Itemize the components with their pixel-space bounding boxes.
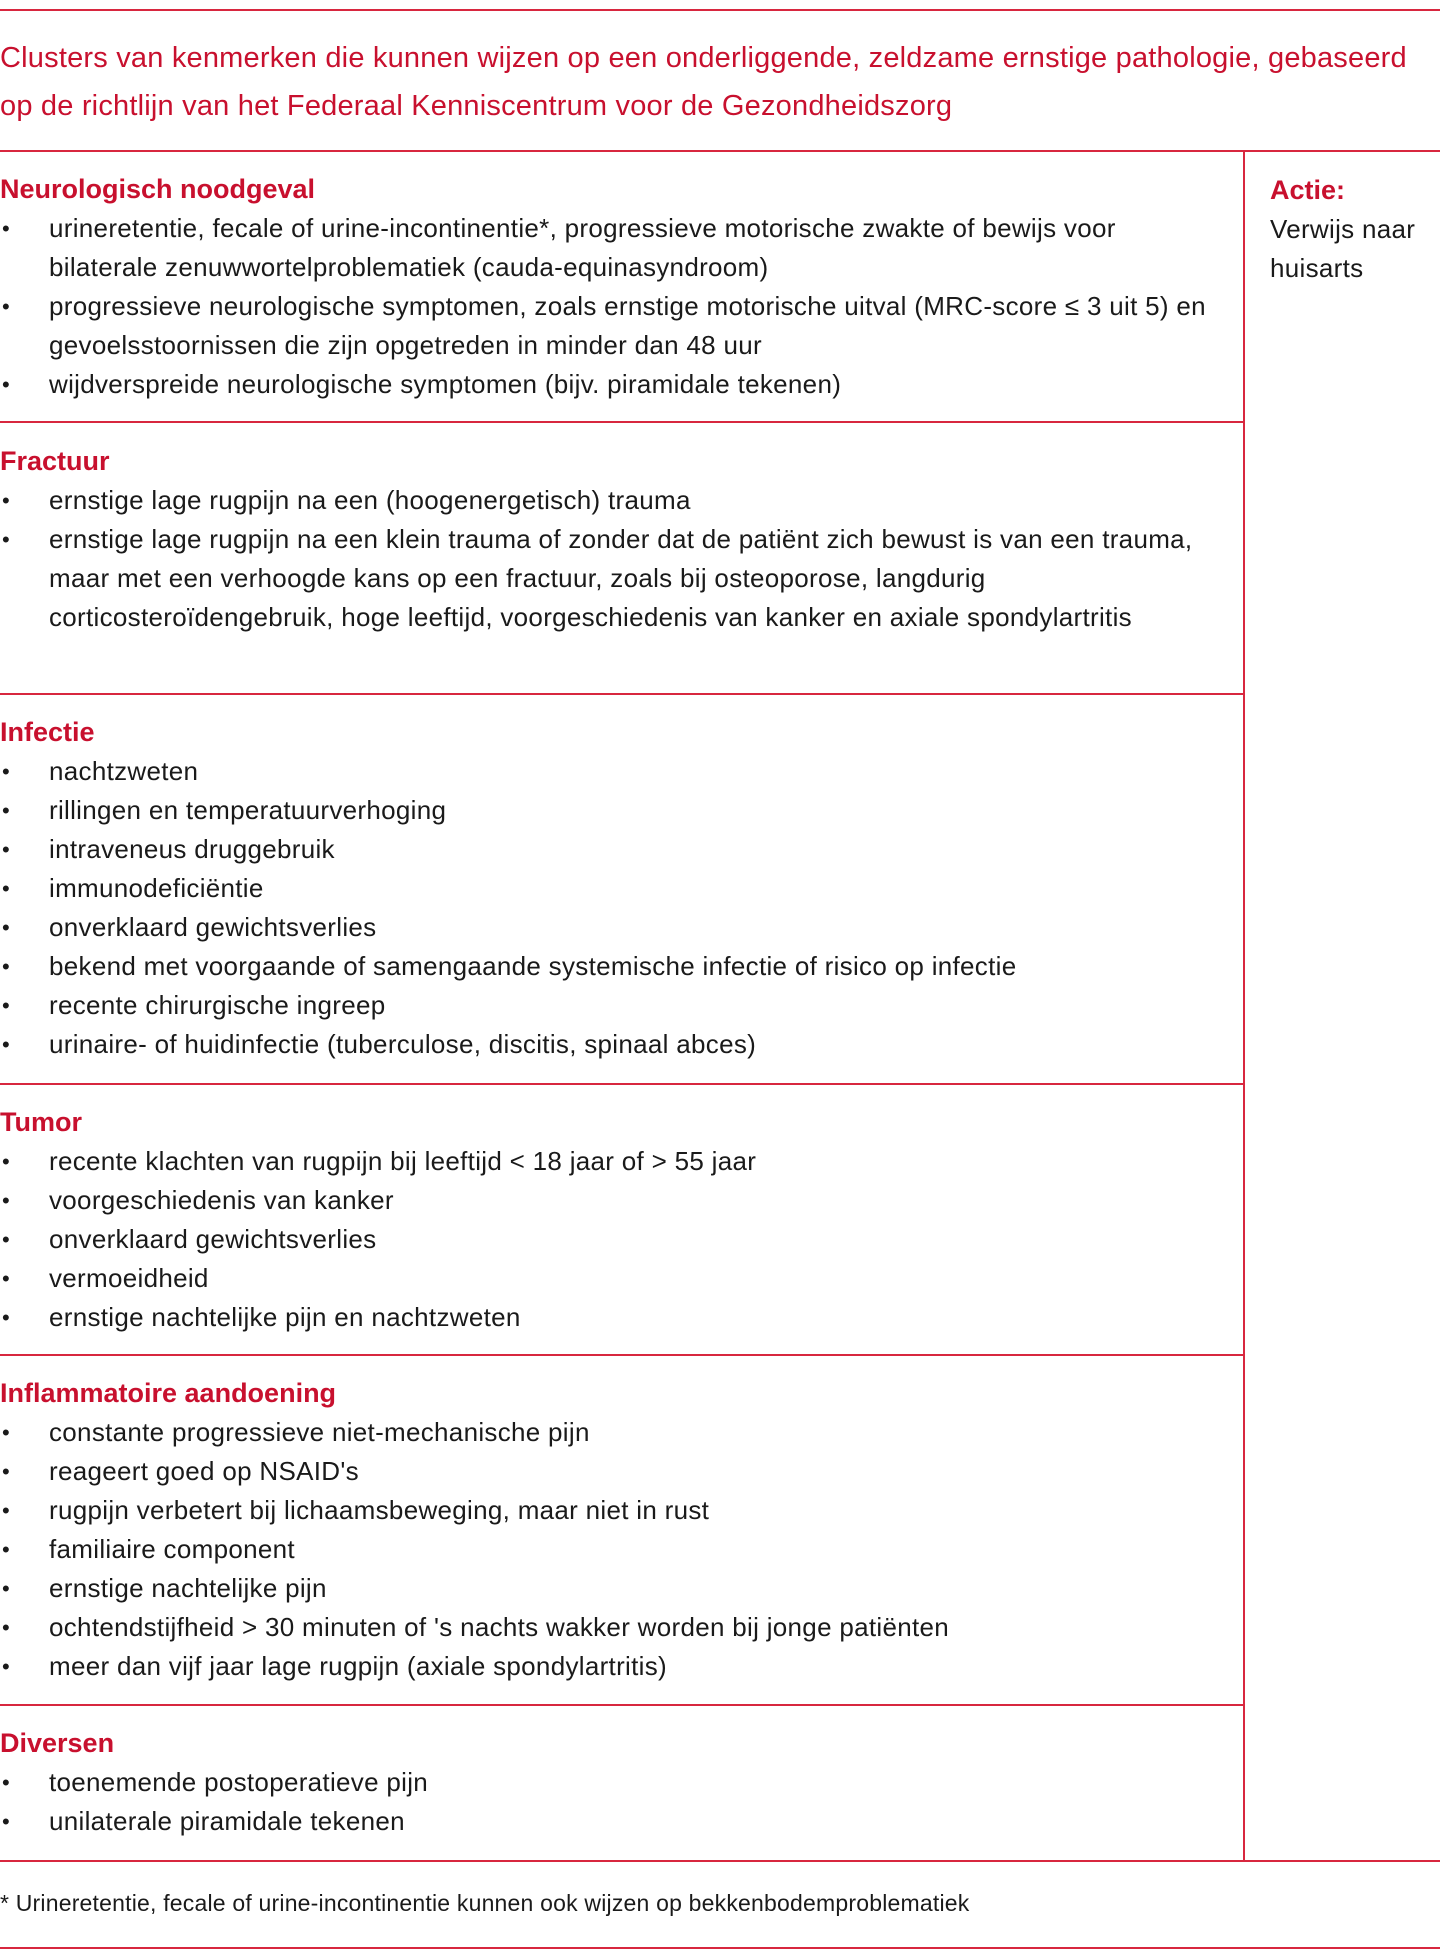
bullet-icon: • (2, 1305, 11, 1330)
section-divider-2 (0, 693, 1243, 695)
section-fractuur (0, 442, 1230, 637)
action-heading: Actie: (1270, 175, 1346, 205)
bullet-icon: • (2, 837, 11, 862)
list-item: • ochtendstijfheid > 30 minuten of 's nachts wakker worden bij jonge patiënten (0, 1608, 1230, 1647)
list-item: • intraveneus druggebruik (0, 830, 1230, 869)
list-item: • immunodeficiëntie (0, 869, 1230, 908)
list-item: • urinaire- of huidinfectie (tuberculose, discitis, spinaal abces) (0, 1025, 1230, 1064)
bullet-icon: • (2, 954, 11, 979)
section-infectie (0, 713, 1230, 1064)
section-heading: Diversen (0, 1728, 115, 1758)
section-divider-4 (0, 1354, 1243, 1356)
section-heading: Infectie (0, 717, 95, 747)
list-item: • recente chirurgische ingreep (0, 986, 1230, 1025)
section-divider-5 (0, 1704, 1243, 1706)
column-divider (1243, 150, 1245, 1862)
bullet-icon: • (2, 798, 11, 823)
section-heading: Fractuur (0, 446, 110, 476)
list-item: • wijdverspreide neurologische symptomen (bijv. piramidale tekenen) (0, 365, 1230, 404)
bullet-list (0, 481, 1230, 637)
bullet-icon: • (2, 876, 11, 901)
action-text: Verwijs naar huisarts (1270, 214, 1416, 283)
list-item: • recente klachten van rugpijn bij leeftijd < 18 jaar of > 55 jaar (0, 1142, 1230, 1181)
bullet-icon: • (2, 1459, 11, 1484)
bullet-icon: • (2, 1498, 11, 1523)
bullet-list (0, 752, 1230, 1064)
bullet-icon: • (2, 1770, 11, 1795)
bullet-icon: • (2, 1654, 11, 1679)
bullet-icon: • (2, 1266, 11, 1291)
title-bottom-rule (0, 150, 1440, 152)
bullet-icon: • (2, 915, 11, 940)
bullet-list (0, 209, 1230, 404)
list-item: • progressieve neurologische symptomen, zoals ernstige motorische uitval (MRC-score ≤ 3 uit 5) en gevoelsstoornissen die zijn opgetreden in minder dan 48 uur (0, 287, 1230, 365)
list-item: • rillingen en temperatuurverhoging (0, 791, 1230, 830)
bullet-icon: • (2, 488, 11, 513)
bullet-list (0, 1142, 1230, 1337)
list-item: • vermoeidheid (0, 1259, 1230, 1298)
bullet-icon: • (2, 1227, 11, 1252)
footnote-bottom-rule (0, 1947, 1440, 1949)
bullet-list (0, 1413, 1230, 1686)
section-inflammatoire-aandoening (0, 1374, 1230, 1686)
bullet-icon: • (2, 993, 11, 1018)
bullet-list (0, 1763, 1230, 1841)
section-heading: Tumor (0, 1107, 82, 1137)
list-item: • toenemende postoperatieve pijn (0, 1763, 1230, 1802)
list-item: • nachtzweten (0, 752, 1230, 791)
list-item: • meer dan vijf jaar lage rugpijn (axiale spondylartritis) (0, 1647, 1230, 1686)
bullet-icon: • (2, 1809, 11, 1834)
list-item: • onverklaard gewichtsverlies (0, 1220, 1230, 1259)
top-rule (0, 9, 1440, 11)
section-divider-3 (0, 1083, 1243, 1085)
section-divider-1 (0, 421, 1243, 423)
bullet-icon: • (2, 1576, 11, 1601)
list-item: • constante progressieve niet-mechanische pijn (0, 1413, 1230, 1452)
bullet-icon: • (2, 294, 11, 319)
list-item: • unilaterale piramidale tekenen (0, 1802, 1230, 1841)
footnote: * Urineretentie, fecale of urine-incontinentie kunnen ook wijzen op bekkenbodemproblematiek (0, 1890, 970, 1916)
bullet-icon: • (2, 1188, 11, 1213)
section-heading: Inflammatoire aandoening (0, 1378, 337, 1408)
section-heading: Neurologisch noodgeval (0, 174, 316, 204)
list-item: • rugpijn verbetert bij lichaamsbeweging, maar niet in rust (0, 1491, 1230, 1530)
section-tumor (0, 1103, 1230, 1337)
action-column (1270, 171, 1440, 288)
bullet-icon: • (2, 1615, 11, 1640)
bullet-icon: • (2, 216, 11, 241)
list-item: • onverklaard gewichtsverlies (0, 908, 1230, 947)
list-item: • urineretentie, fecale of urine-incontinentie*, progressieve motorische zwakte of bewijs voor bilaterale zenuwwortelproblematiek (cauda-equinasyndroom) (0, 209, 1230, 287)
bullet-icon: • (2, 1420, 11, 1445)
list-item: • ernstige nachtelijke pijn en nachtzweten (0, 1298, 1230, 1337)
list-item: • ernstige nachtelijke pijn (0, 1569, 1230, 1608)
list-item: • bekend met voorgaande of samengaande systemische infectie of risico op infectie (0, 947, 1230, 986)
list-item: • reageert goed op NSAID's (0, 1452, 1230, 1491)
list-item: • ernstige lage rugpijn na een (hoogenergetisch) trauma (0, 481, 1230, 520)
section-neurologisch-noodgeval (0, 170, 1230, 404)
section-diversen (0, 1724, 1230, 1841)
bullet-icon: • (2, 759, 11, 784)
list-item: • voorgeschiedenis van kanker (0, 1181, 1230, 1220)
bullet-icon: • (2, 527, 11, 552)
bullet-icon: • (2, 1537, 11, 1562)
table-title: Clusters van kenmerken die kunnen wijzen op een onderliggende, zeldzame ernstige pathologie, gebaseerd op de richtlijn van het Federaal Kenniscentrum voor de Gezondheidszorg (0, 42, 1407, 122)
bullet-icon: • (2, 1032, 11, 1057)
list-item: • familiaire component (0, 1530, 1230, 1569)
bullet-icon: • (2, 372, 11, 397)
list-item: • ernstige lage rugpijn na een klein trauma of zonder dat de patiënt zich bewust is van een trauma, maar met een verhoogde kans op een fractuur, zoals bij osteoporose, langdurig corticosteroïdengebruik, hoge leeftijd, voorgeschiedenis van kanker en axiale spondylartritis (0, 520, 1230, 637)
table-bottom-rule (0, 1860, 1440, 1862)
bullet-icon: • (2, 1149, 11, 1174)
